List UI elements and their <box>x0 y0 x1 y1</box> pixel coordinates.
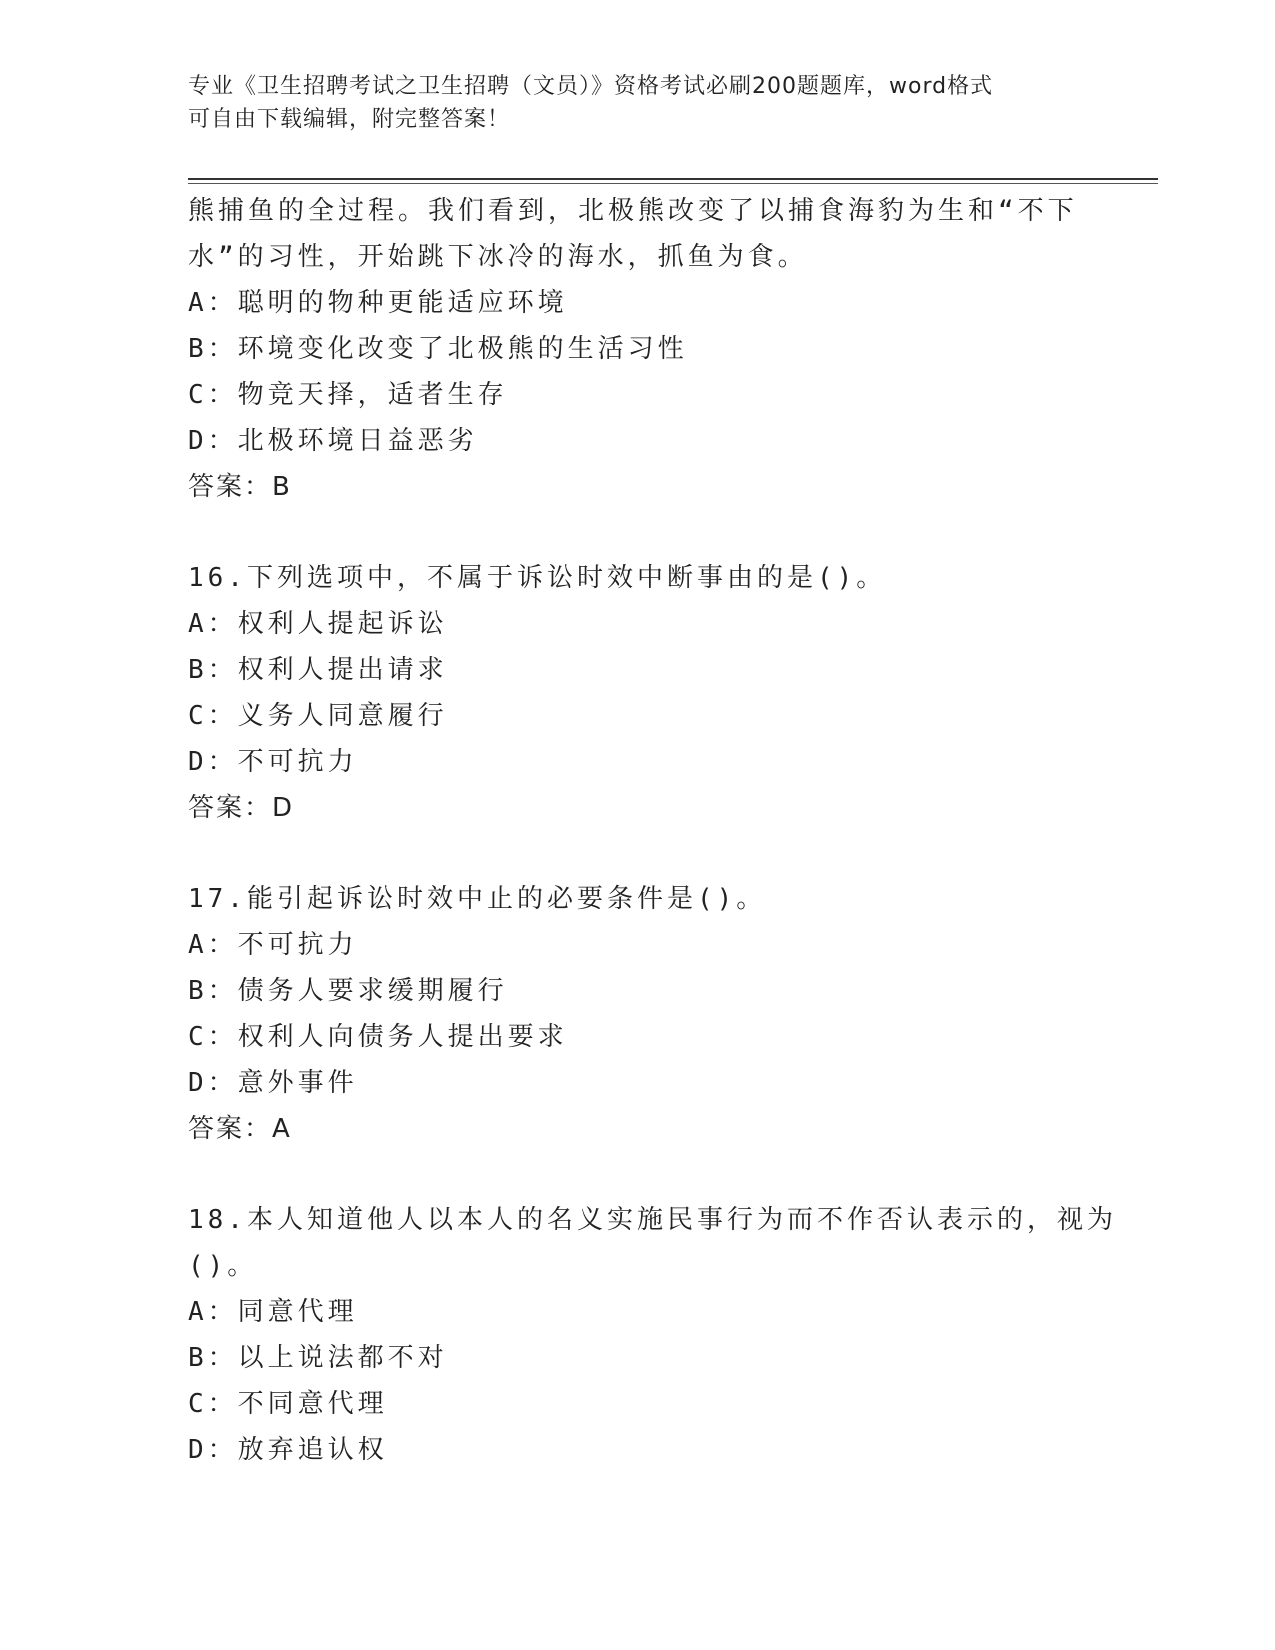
option-b: B：环境变化改变了北极熊的生活习性 <box>188 334 688 364</box>
question-16 <box>188 555 1088 831</box>
option-c: C：物竞天择，适者生存 <box>188 380 508 410</box>
option-d: D：不可抗力 <box>188 747 358 777</box>
option-b: B：债务人要求缓期履行 <box>188 976 508 1006</box>
option-a: A：聪明的物种更能适应环境 <box>188 288 568 318</box>
option-c: C：权利人向债务人提出要求 <box>188 1022 568 1052</box>
option-d: D：北极环境日益恶劣 <box>188 426 478 456</box>
answer: 答案：B <box>188 472 292 502</box>
question-text: 熊捕鱼的全过程。我们看到，北极熊改变了以捕食海豹为生和“不下 <box>188 196 1078 226</box>
question-text: 16.下列选项中，不属于诉讼时效中断事由的是()。 <box>188 563 887 593</box>
question-text: 17.能引起诉讼时效中止的必要条件是()。 <box>188 884 767 914</box>
header-divider-thick <box>188 178 1158 180</box>
header-line-2: 可自由下载编辑，附完整答案！ <box>188 107 511 132</box>
header-divider-thin <box>188 183 1158 184</box>
option-a: A：不可抗力 <box>188 930 358 960</box>
question-text: 水”的习性，开始跳下冰冷的海水，抓鱼为食。 <box>188 242 808 272</box>
document-header <box>188 70 1068 136</box>
option-d: D：意外事件 <box>188 1068 358 1098</box>
header-line-1: 专业《卫生招聘考试之卫生招聘（文员）》资格考试必刷200题题库，word格式 <box>188 74 994 99</box>
question-list <box>188 188 1117 1473</box>
question-17 <box>188 876 1088 1152</box>
question-text: ()。 <box>188 1251 258 1281</box>
question-text: 18.本人知道他人以本人的名义实施民事行为而不作否认表示的，视为 <box>188 1205 1117 1235</box>
question-15 <box>188 188 1088 510</box>
question-18 <box>188 1197 1117 1473</box>
option-a: A：权利人提起诉讼 <box>188 609 448 639</box>
option-c: C：不同意代理 <box>188 1389 388 1419</box>
option-c: C：义务人同意履行 <box>188 701 448 731</box>
answer: 答案：A <box>188 1114 292 1144</box>
option-b: B：以上说法都不对 <box>188 1343 448 1373</box>
option-b: B：权利人提出请求 <box>188 655 448 685</box>
answer: 答案：D <box>188 793 295 823</box>
option-d: D：放弃追认权 <box>188 1435 388 1465</box>
option-a: A：同意代理 <box>188 1297 358 1327</box>
